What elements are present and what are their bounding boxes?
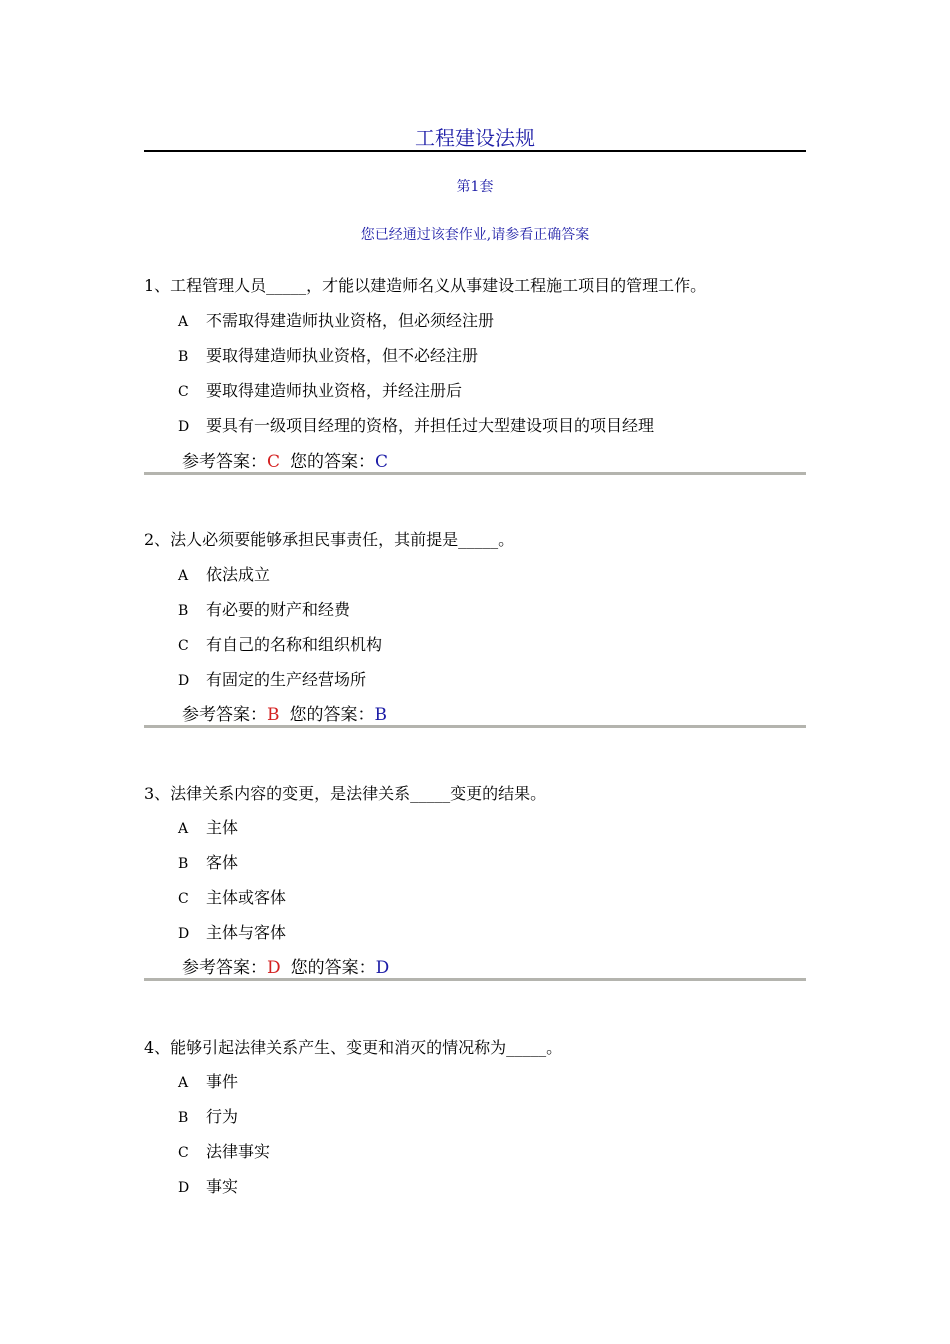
option-c (178, 380, 462, 403)
option-text: 行为 (206, 1107, 239, 1126)
option-letter: A (178, 821, 189, 837)
title-divider (144, 150, 806, 152)
option-text: 要取得建造师执业资格，但不必经注册 (206, 346, 479, 365)
option-text: 有固定的生产经营场所 (206, 670, 367, 689)
option-text: 要取得建造师执业资格，并经注册后 (206, 381, 463, 400)
option-a (178, 310, 494, 333)
reference-answer-value: D (267, 958, 281, 978)
option-letter: B (178, 856, 189, 872)
option-letter: B (178, 603, 189, 619)
option-a (178, 1071, 238, 1094)
reference-answer-value: C (267, 452, 281, 472)
question-stem: 3、法律关系内容的变更，是法律关系_____变更的结果。 (144, 784, 547, 803)
option-letter: D (178, 419, 190, 435)
your-answer-label: 您的答案： (290, 958, 376, 978)
your-answer-label: 您的答案： (290, 452, 376, 472)
your-answer-value: B (374, 705, 387, 725)
option-d (178, 922, 286, 945)
option-text: 不需取得建造师执业资格，但必须经注册 (206, 311, 495, 330)
option-d (178, 415, 654, 438)
question-4 (144, 1037, 806, 1207)
reference-answer-value: B (267, 705, 280, 725)
reference-answer-label: 参考答案： (182, 958, 267, 978)
your-answer-value: D (375, 958, 390, 978)
option-text: 主体 (206, 818, 239, 837)
option-text: 事件 (206, 1072, 239, 1091)
option-b (178, 345, 478, 368)
option-b (178, 599, 350, 622)
option-text: 依法成立 (206, 565, 271, 584)
option-b (178, 1106, 238, 1129)
option-text: 要具有一级项目经理的资格，并担任过大型建设项目的项目经理 (206, 416, 655, 435)
option-text: 客体 (206, 853, 239, 872)
your-answer-label: 您的答案： (289, 705, 375, 725)
option-letter: A (178, 568, 189, 584)
option-letter: B (178, 1110, 189, 1126)
completion-notice: 您已经通过该套作业,请参看正确答案 (360, 227, 590, 243)
question-1 (144, 275, 806, 475)
option-letter: D (178, 926, 190, 942)
option-letter: C (178, 1145, 189, 1161)
option-text: 主体或客体 (206, 888, 287, 907)
option-text: 主体与客体 (206, 923, 287, 942)
answer-row (182, 957, 389, 979)
option-d (178, 1176, 238, 1199)
option-a (178, 564, 270, 587)
question-stem: 4、能够引起法律关系产生、变更和消灭的情况称为_____。 (144, 1038, 563, 1057)
question-stem: 1、工程管理人员_____，才能以建造师名义从事建设工程施工项目的管理工作。 (144, 276, 707, 295)
answer-row (182, 451, 388, 473)
option-text: 事实 (206, 1177, 239, 1196)
option-d (178, 669, 366, 692)
option-letter: C (178, 891, 189, 907)
option-c (178, 887, 286, 910)
option-letter: D (178, 1180, 190, 1196)
option-letter: D (178, 673, 190, 689)
set-label: 第1套 (456, 179, 494, 195)
option-letter: A (178, 1075, 189, 1091)
option-letter: C (178, 384, 189, 400)
reference-answer-label: 参考答案： (182, 452, 267, 472)
option-letter: B (178, 349, 189, 365)
question-divider (144, 978, 806, 981)
reference-answer-label: 参考答案： (182, 705, 267, 725)
question-stem: 2、法人必须要能够承担民事责任，其前提是_____。 (144, 530, 515, 549)
option-text: 法律事实 (206, 1142, 271, 1161)
question-3 (144, 783, 806, 983)
document-title: 工程建设法规 (415, 126, 535, 150)
question-2 (144, 529, 806, 729)
option-text: 有自己的名称和组织机构 (206, 635, 383, 654)
answer-row (182, 704, 387, 726)
option-a (178, 817, 238, 840)
option-c (178, 1141, 270, 1164)
option-b (178, 852, 238, 875)
question-divider (144, 472, 806, 475)
option-letter: A (178, 314, 189, 330)
your-answer-value: C (375, 452, 389, 472)
option-letter: C (178, 638, 189, 654)
option-c (178, 634, 382, 657)
option-text: 有必要的财产和经费 (206, 600, 351, 619)
question-divider (144, 725, 806, 728)
